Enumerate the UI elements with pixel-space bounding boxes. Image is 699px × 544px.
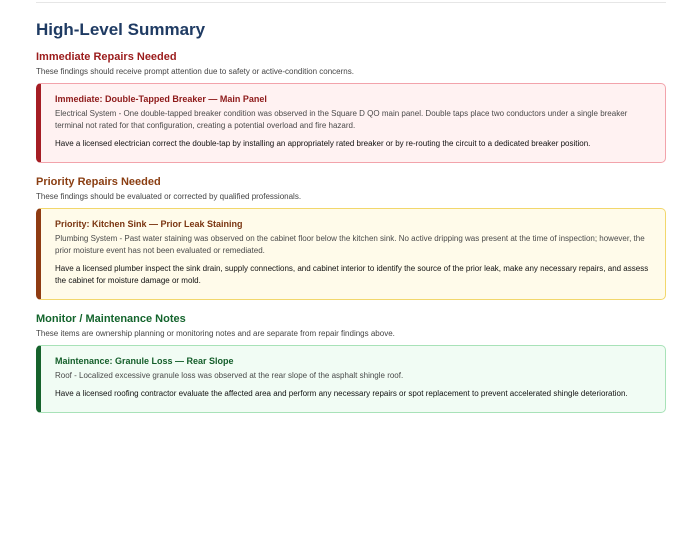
finding-description: Plumbing System - Past water staining was observed on the cabinet floor below the kitchen sink. No active dripping was present at the time of inspection; however, the prior moisture event has not been evaluated or remediated. (55, 234, 645, 255)
finding-recommendation: Have a licensed roofing contractor evaluate the affected area and perform any necessary repairs or spot replacement to prevent accelerated shingle deterioration. (55, 389, 628, 398)
top-divider (36, 2, 666, 3)
page-title: High-Level Summary (36, 20, 206, 39)
finding-description: Electrical System - One double-tapped breaker condition was observed in the Square D QO main panel. Double taps place two conductors under a single breaker terminal not rated for that configuration, creating a potential overload and fire hazard. (55, 109, 628, 130)
finding-card-kitchen-sink (36, 208, 666, 300)
finding-recommendation: Have a licensed electrician correct the double-tap by installing an appropriately rated breaker or by re-routing the circuit to a dedicated breaker position. (55, 139, 591, 148)
finding-description: Roof - Localized excessive granule loss was observed at the rear slope of the asphalt shingle roof. (55, 371, 404, 380)
immediate-repairs-section (36, 50, 666, 163)
finding-title: Maintenance: Granule Loss — Rear Slope (55, 356, 234, 366)
section-subtitle: These items are ownership planning or monitoring notes and are separate from repair findings above. (36, 329, 395, 338)
finding-card-granule-loss (36, 345, 666, 413)
section-subtitle: These findings should receive prompt attention due to safety or active-condition concerns. (36, 67, 354, 76)
section-heading: Monitor / Maintenance Notes (36, 313, 186, 325)
section-heading: Priority Repairs Needed (36, 176, 161, 188)
section-subtitle: These findings should be evaluated or corrected by qualified professionals. (36, 192, 302, 201)
finding-card-double-tapped-breaker (36, 83, 666, 163)
finding-title: Priority: Kitchen Sink — Prior Leak Staining (55, 219, 243, 229)
finding-recommendation: Have a licensed plumber inspect the sink drain, supply connections, and cabinet interior to identify the source of the prior leak, make any necessary repairs, and assess the cabinet for moisture damage or mold. (55, 264, 649, 285)
priority-repairs-section (36, 175, 666, 300)
summary-content (36, 20, 666, 425)
maintenance-notes-section (36, 312, 666, 413)
finding-title: Immediate: Double-Tapped Breaker — Main Panel (55, 94, 267, 104)
section-heading: Immediate Repairs Needed (36, 51, 177, 63)
